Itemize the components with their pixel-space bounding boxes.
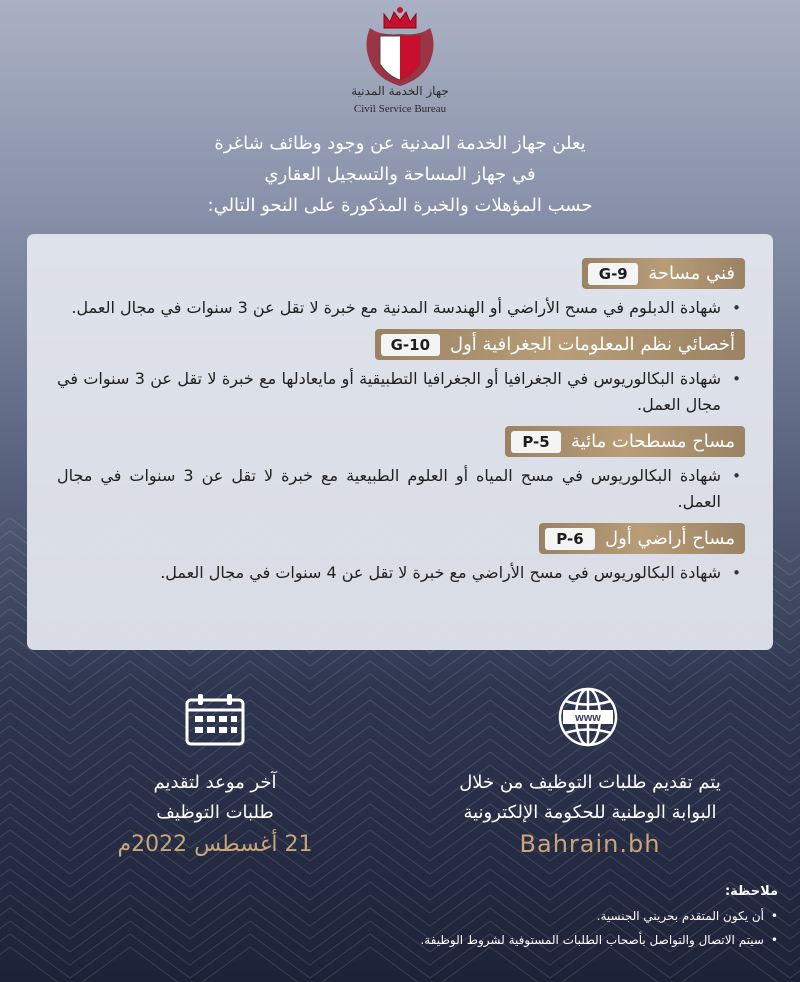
logo-arabic-text: جهاز الخدمة المدنية bbox=[351, 84, 449, 98]
note-item bbox=[218, 933, 778, 947]
job-title: أخصائي نظم المعلومات الجغرافية أول bbox=[450, 334, 735, 355]
job-title-bar bbox=[375, 329, 745, 360]
deadline-date: 21 أغسطس 2022م bbox=[117, 832, 313, 857]
deadline-line-1: آخر موعد لتقديم bbox=[153, 772, 277, 793]
bullet-icon: • bbox=[732, 467, 741, 485]
civil-service-bureau-logo bbox=[360, 6, 440, 90]
job-header bbox=[57, 523, 745, 554]
job-grade-badge: G-9 bbox=[588, 263, 638, 285]
note-text: أن يكون المتقدم بحريني الجنسية. bbox=[596, 909, 764, 923]
job-header bbox=[57, 329, 745, 360]
intro-line-2: في جهاز المساحة والتسجيل العقاري bbox=[264, 164, 536, 185]
bullet-icon: • bbox=[732, 299, 741, 317]
job-description bbox=[57, 295, 745, 321]
announcement-intro bbox=[40, 128, 760, 221]
job-title: مساح أراضي أول bbox=[605, 528, 735, 549]
deadline-label bbox=[90, 768, 340, 828]
apply-line-2: البوابة الوطنية للحكومة الإلكترونية bbox=[463, 802, 717, 823]
job-grade-badge: G-10 bbox=[381, 334, 440, 356]
globe-www-icon bbox=[557, 686, 619, 748]
jobs-panel bbox=[27, 234, 773, 650]
note-item bbox=[218, 909, 778, 923]
notes-section bbox=[218, 884, 778, 957]
job-description bbox=[57, 463, 745, 515]
job-description-text: شهادة البكالوريوس في مسح المياه أو العلوم الطبيعية مع خبرة لا تقل عن 3 سنوات في مجال العمل. bbox=[57, 466, 721, 511]
bullet-icon: • bbox=[770, 909, 778, 923]
job-title: مساح مسطحات مائية bbox=[571, 431, 735, 452]
job-description bbox=[57, 560, 745, 586]
logo-english-text: Civil Service Bureau bbox=[353, 103, 447, 115]
apply-info bbox=[420, 768, 760, 828]
job-title-bar bbox=[505, 426, 745, 457]
svg-text:www: www bbox=[575, 712, 601, 724]
bullet-icon: • bbox=[732, 564, 741, 582]
bullet-icon: • bbox=[732, 370, 741, 388]
job-header bbox=[57, 426, 745, 457]
deadline-line-2: طلبات التوظيف bbox=[156, 802, 274, 823]
job-title-bar bbox=[539, 523, 745, 554]
job-description-text: شهادة البكالوريوس في مسح الأراضي مع خبرة لا تقل عن 4 سنوات في مجال العمل. bbox=[160, 563, 721, 582]
job-title-bar bbox=[582, 258, 745, 289]
intro-line-3: حسب المؤهلات والخبرة المذكورة على النحو التالي: bbox=[207, 195, 593, 216]
job-description-text: شهادة الدبلوم في مسح الأراضي أو الهندسة المدنية مع خبرة لا تقل عن 3 سنوات في مجال العمل. bbox=[71, 298, 721, 317]
job-description-text: شهادة البكالوريوس في الجغرافيا أو الجغرافيا التطبيقية أو مايعادلها مع خبرة لا تقل عن 3 سنوات في مجال العمل. bbox=[57, 369, 721, 414]
job-grade-badge: P-6 bbox=[545, 528, 595, 550]
calendar-icon bbox=[184, 694, 246, 746]
job-title: فني مساحة bbox=[648, 263, 735, 284]
job-description bbox=[57, 366, 745, 418]
apply-line-1: يتم تقديم طلبات التوظيف من خلال bbox=[459, 772, 721, 793]
job-header bbox=[57, 258, 745, 289]
job-grade-badge: P-5 bbox=[511, 431, 561, 453]
intro-line-1: يعلن جهاز الخدمة المدنية عن وجود وظائف شاغرة bbox=[214, 133, 586, 154]
apply-website: Bahrain.bh bbox=[519, 830, 661, 858]
note-text: سيتم الاتصال والتواصل بأصحاب الطلبات المستوفية لشروط الوظيفة. bbox=[420, 933, 764, 947]
notes-title: ملاحظة: bbox=[724, 884, 778, 899]
bullet-icon: • bbox=[770, 933, 778, 947]
